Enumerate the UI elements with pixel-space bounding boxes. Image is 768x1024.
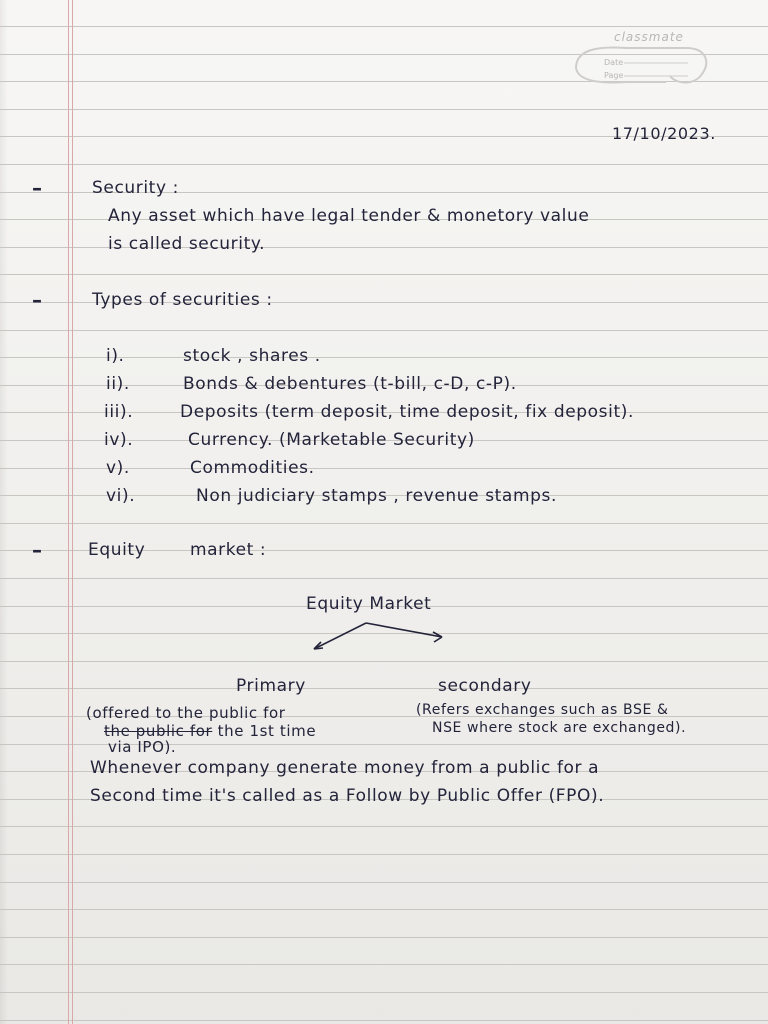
list-item-text: Deposits (term deposit, time deposit, fix deposit). (180, 402, 634, 422)
fpo-line1: Whenever company generate money from a public for a (90, 758, 600, 778)
primary-note-line3: via IPO). (108, 738, 177, 756)
list-item-number: v). (106, 458, 130, 478)
equity-heading-word: Equity (88, 540, 146, 560)
primary-note-struck: the public for (104, 722, 213, 740)
ruled-line (0, 688, 768, 689)
equity-market-split-arrows (300, 615, 460, 655)
ruled-line (0, 578, 768, 579)
list-item-text: Currency. (Marketable Security) (188, 430, 475, 450)
ruled-line (0, 330, 768, 331)
ruled-line (0, 26, 768, 27)
ruled-line (0, 937, 768, 938)
bullet-dash: – (32, 538, 42, 562)
margin-line (68, 0, 69, 1024)
secondary-note-line2: NSE where stock are exchanged). (432, 720, 687, 736)
list-item-number: iii). (104, 402, 134, 422)
margin-line-inner (72, 0, 73, 1024)
ruled-line (0, 854, 768, 855)
secondary-label: secondary (438, 676, 532, 696)
ruled-line (0, 661, 768, 662)
list-item-text: Bonds & debentures (t-bill, c-D, c-P). (183, 374, 517, 394)
logo-date-label: Date (604, 58, 624, 67)
list-item-number: iv). (104, 430, 134, 450)
ruled-line (0, 882, 768, 883)
logo-page-label: Page (604, 71, 624, 80)
list-item-text: Non judiciary stamps , revenue stamps. (196, 486, 557, 506)
primary-note-rest: the 1st time (212, 722, 317, 740)
diagram-title: Equity Market (306, 594, 432, 614)
ruled-line (0, 109, 768, 110)
ruled-line (0, 826, 768, 827)
ruled-line (0, 964, 768, 965)
bullet-dash: – (32, 176, 42, 200)
note-date: 17/10/2023. (612, 124, 716, 143)
security-heading: Security : (92, 178, 179, 198)
primary-label: Primary (236, 676, 306, 696)
types-heading: Types of securities : (92, 290, 273, 310)
equity-heading-market: market : (190, 540, 267, 560)
security-definition-line2: is called security. (108, 234, 266, 254)
ruled-line (0, 274, 768, 275)
bullet-dash: – (32, 288, 42, 312)
ruled-line (0, 1020, 768, 1021)
ruled-line (0, 164, 768, 165)
ruled-line (0, 992, 768, 993)
list-item-text: Commodities. (190, 458, 315, 478)
list-item-text: stock , shares . (183, 346, 321, 366)
list-item-number: i). (106, 346, 125, 366)
list-item-number: ii). (106, 374, 130, 394)
ruled-line (0, 909, 768, 910)
security-definition-line1: Any asset which have legal tender & monetory value (108, 206, 590, 226)
primary-note-line1: (offered to the public for (86, 704, 286, 722)
fpo-line2: Second time it's called as a Follow by Public Offer (FPO). (90, 786, 605, 806)
secondary-note-line1: (Refers exchanges such as BSE & (416, 702, 669, 718)
logo-brand: classmate (614, 30, 684, 44)
ruled-line (0, 523, 768, 524)
list-item-number: vi). (106, 486, 136, 506)
